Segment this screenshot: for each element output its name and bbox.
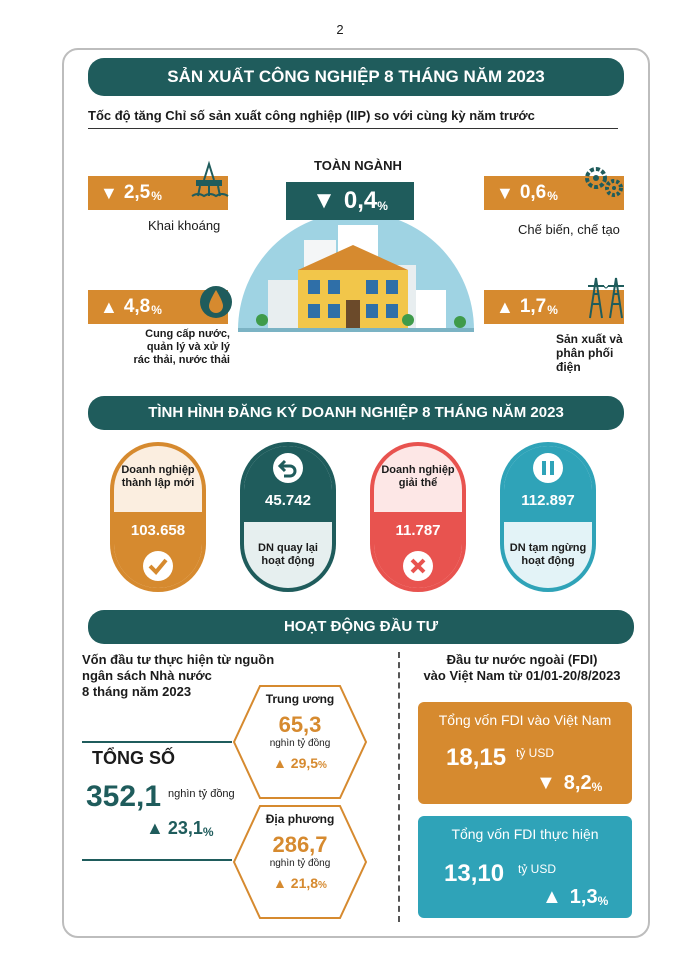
- iip-electricity-badge: ▲ 1,7 %: [484, 290, 624, 324]
- investment-banner: HOẠT ĐỘNG ĐẦU TƯ: [88, 610, 634, 644]
- section-divider: [398, 652, 400, 922]
- check-icon: [142, 550, 174, 582]
- total-unit: nghìn tỷ đồng: [168, 788, 235, 800]
- down-arrow-icon: ▼: [536, 772, 556, 794]
- business-new-value: 103.658: [130, 522, 186, 539]
- iip-manufacturing-badge: ▼ 0,6 %: [484, 176, 624, 210]
- business-banner: TÌNH HÌNH ĐĂNG KÝ DOANH NGHIỆP 8 THÁNG NĂM 2023: [88, 396, 624, 430]
- iip-mining-label: Khai khoáng: [148, 218, 221, 233]
- down-arrow-icon: ▼: [496, 182, 514, 203]
- business-dissolved-card: Doanh nghiệp giải thể 11.787: [370, 442, 466, 592]
- water-drop-icon: [196, 282, 236, 322]
- down-arrow-icon: ▼: [100, 182, 118, 203]
- up-arrow-icon: ▲: [273, 755, 287, 771]
- fdi-disbursed-card: Tổng vốn FDI thực hiện 13,10 tỷ USD ▲ 1,3 %: [418, 816, 632, 918]
- pause-icon: [532, 452, 564, 484]
- power-tower-icon: [580, 274, 630, 320]
- up-arrow-icon: ▲: [542, 886, 562, 908]
- up-arrow-icon: ▲: [100, 296, 118, 317]
- central-block: Trung ương 65,3 nghìn tỷ đồng ▲ 29,5%: [265, 692, 335, 771]
- gears-icon: [582, 164, 626, 200]
- up-arrow-icon: ▲: [273, 875, 287, 891]
- total-value: 352,1: [86, 780, 162, 813]
- total-label: TỔNG SỐ: [92, 748, 176, 768]
- business-new-card: Doanh nghiệp thành lập mới 103.658: [110, 442, 206, 592]
- fdi-registered-card: Tổng vốn FDI vào Việt Nam 18,15 tỷ USD ▼ 8,2 %: [418, 702, 632, 804]
- down-arrow-icon: ▼: [312, 187, 336, 214]
- iip-subtitle: Tốc độ tăng Chỉ số sản xuất công nghiệp (IIP) so với cùng kỳ năm trước: [88, 108, 618, 129]
- iip-water-label: Cung cấp nước, quản lý và xử lý rác thải, nước thải: [133, 328, 230, 366]
- state-investment-title: Vốn đầu tư thực hiện từ nguồn ngân sách Nhà nước 8 tháng năm 2023: [82, 652, 275, 699]
- cross-icon: [402, 550, 434, 582]
- business-returned-card: 45.742 DN quay lại hoạt động: [240, 442, 336, 592]
- iip-total-label: TOÀN NGÀNH: [314, 158, 402, 173]
- business-suspended-value: 112.897: [521, 492, 575, 509]
- iip-total-badge: ▼ 0,4 %: [286, 182, 414, 220]
- business-suspended-card: 112.897 DN tạm ngừng hoạt động: [500, 442, 596, 592]
- local-block: Địa phương 286,7 nghìn tỷ đồng ▲ 21,8%: [265, 812, 335, 891]
- iip-mining-badge: ▼ 2,5 %: [88, 176, 228, 210]
- up-arrow-icon: ▲: [146, 818, 164, 838]
- fdi-title: Đầu tư nước ngoài (FDI) vào Việt Nam từ 01/01-20/8/2023: [423, 652, 621, 683]
- business-dissolved-value: 11.787: [395, 522, 441, 539]
- iip-manufacturing-label: Chế biến, chế tạo: [518, 222, 620, 237]
- iip-electricity-label: Sản xuất và phân phối điện: [556, 332, 623, 374]
- return-arrow-icon: [272, 452, 304, 484]
- page-number: 2: [336, 22, 344, 37]
- total-change: ▲ 23,1 %: [146, 818, 214, 839]
- business-returned-value: 45.742: [265, 492, 311, 509]
- up-arrow-icon: ▲: [496, 296, 514, 317]
- oil-rig-icon: [190, 160, 230, 200]
- iip-banner: SẢN XUẤT CÔNG NGHIỆP 8 THÁNG NĂM 2023: [88, 58, 624, 96]
- iip-water-badge: ▲ 4,8 %: [88, 290, 228, 324]
